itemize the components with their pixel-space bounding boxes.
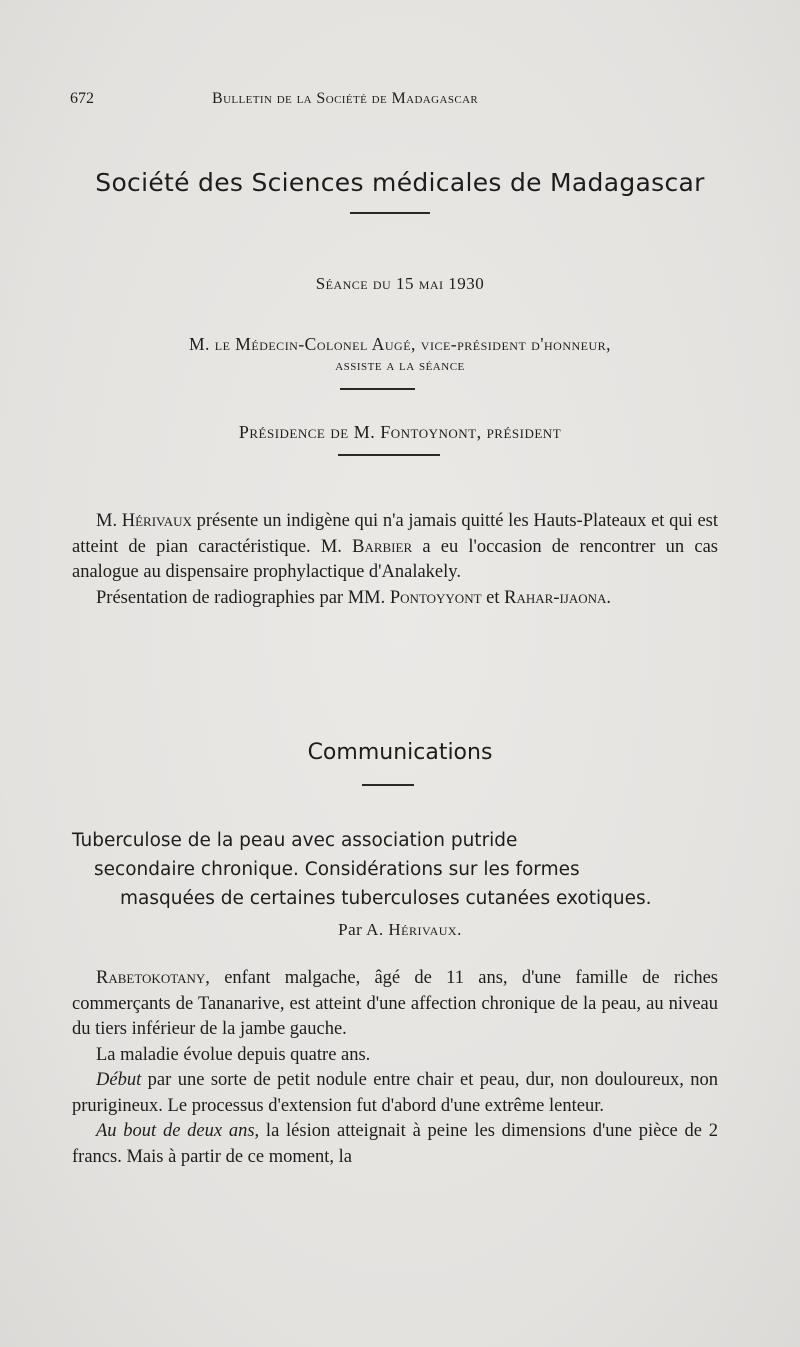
person-name: Barbier [352, 536, 413, 557]
attendance-line-2: assiste a la séance [335, 358, 465, 374]
person-name: M. Hérivaux [96, 511, 192, 531]
article-title-line: secondaire chronique. Considérations sur les formes [94, 859, 580, 880]
communications-heading: Communications [307, 740, 493, 765]
person-name: Pontoyyont [389, 587, 482, 608]
divider-rule [340, 388, 415, 390]
article-title [72, 826, 732, 913]
page-number: 672 [70, 90, 94, 107]
author-name: Hérivaux [388, 920, 458, 939]
society-title: Société des Sciences médicales de Madagascar [95, 168, 705, 197]
body-paragraph: Début par une sorte de petit nodule entre chair et peau, dur, non douloureux, non prurigineux. Le processus d'extension fut d'abord d'une extrême lenteur. [72, 1070, 718, 1116]
minutes-paragraph: Présentation de radiographies par MM. Pontoyyont et Rahar-ijaona. [96, 587, 612, 608]
session-date: Séance du 15 mai 1930 [315, 274, 485, 293]
attendance-line-1: M. le Médecin-Colonel Augé, vice-président d'honneur, [188, 334, 612, 354]
minutes-paragraph: M. Hérivaux présente un indigène qui n'a jamais quitté les Hauts-Plateaux et qui est atteint de pian caractéristique. M. Barbier a eu l'occasion de rencontrer un cas analogue au dispensaire prophylactique d'Analakely. [72, 511, 718, 582]
article-title-line: Tuberculose de la peau avec association putride [72, 830, 518, 851]
article-byline: Par A. Hérivaux. [338, 920, 462, 939]
presidency-line: Présidence de M. Fontoynont, président [238, 422, 562, 442]
running-header [70, 90, 710, 114]
divider-rule [362, 784, 414, 786]
article-title-line: masquées de certaines tuberculoses cutanées exotiques. [120, 888, 652, 909]
divider-rule [338, 454, 440, 456]
divider-rule [350, 212, 430, 214]
person-name: Rahar-ijaona [504, 587, 607, 608]
patient-name: Rabetokotany [96, 968, 206, 988]
session-minutes [72, 509, 718, 611]
body-paragraph: Au bout de deux ans, la lésion atteignait à peine les dimensions d'une pièce de 2 francs. Mais à partir de ce moment, la [72, 1121, 718, 1167]
running-title: Bulletin de la Société de Madagascar [212, 90, 479, 107]
article-body [72, 966, 718, 1170]
body-paragraph: La maladie évolue depuis quatre ans. [96, 1044, 371, 1065]
body-paragraph: Rabetokotany, enfant malgache, âgé de 11 ans, d'une famille de riches commerçants de Tananarive, est atteint d'une affection chronique de la peau, au niveau du tiers inférieur de la jambe gauche. [72, 968, 718, 1039]
